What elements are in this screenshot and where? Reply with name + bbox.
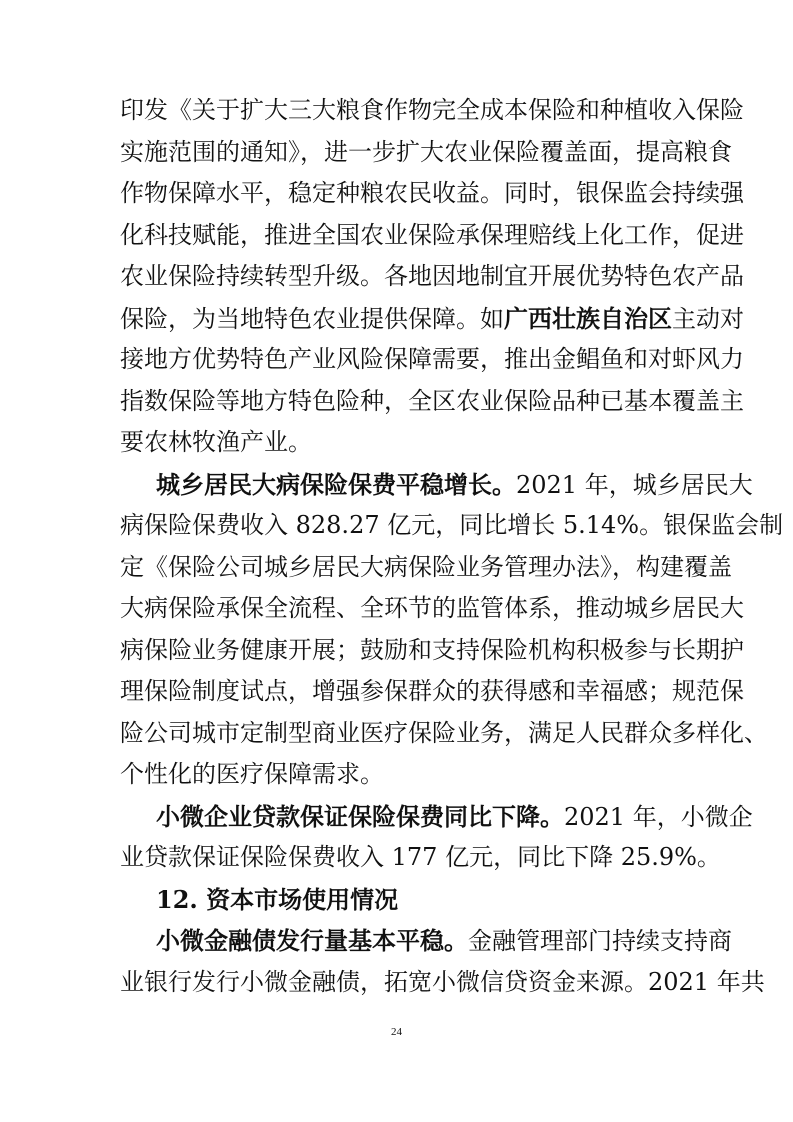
text-line [120,422,676,464]
text: 2021 年，城乡居民大 [516,470,753,499]
bold-text: 12. 资本市场使用情况 [156,884,399,914]
text-line [120,962,765,1004]
text: 指数保险等地方特色险种，全区农业保险品种已基本覆盖主 [120,386,744,415]
paragraph [120,920,765,1003]
text: 业贷款保证保险保费收入 177 亿元，同比下降 25.9%。 [120,843,721,871]
text-line [120,215,744,257]
bold-text: 小微企业贷款保证保险保费同比下降。 [156,801,564,831]
text-line [120,132,732,174]
text: 2021 年，小微企 [564,802,753,831]
bold-text: 小微金融债发行量基本平稳。 [156,926,468,955]
text: 个性化的医疗保障需求。 [120,760,384,788]
text-line [120,339,744,381]
text-line [120,879,676,921]
text: 作物保障水平，稳定种粮农民收益。同时，银保监会持续强 [120,179,744,207]
text-line [120,256,744,298]
text: 大病保险承保全流程、全环节的监管体系，推动城乡居民大 [120,594,744,622]
text-line [120,796,753,838]
text: 实施范围的通知》，进一步扩大农业保险覆盖面，提高粮食 [120,137,732,166]
text: 金融管理部门持续支持商 [468,927,732,955]
text: 农业保险持续转型升级。各地因地制宜开展优势特色农产品 [120,262,744,290]
text-line [120,671,744,713]
paragraph [120,879,676,921]
text: 病保险业务健康开展；鼓励和支持保险机构积极参与长期护 [120,635,744,664]
text-line [120,754,676,796]
text-line [120,547,732,589]
text: 病保险保费收入 828.27 亿元，同比增长 5.14%。银保监会制 [120,511,784,539]
text: 印发《关于扩大三大粮食作物完全成本保险和种植收入保险 [120,96,744,124]
text-line [120,173,744,215]
text: 化科技赋能，推进全国农业保险承保理赔线上化工作，促进 [120,220,744,249]
text-line [120,381,744,423]
text-line [120,588,744,630]
text-line [120,630,744,672]
text: 保险，为当地特色农业提供保障。如 [120,304,504,333]
text-line [120,298,744,340]
text-line [120,505,784,547]
paragraph [120,90,744,464]
paragraph [120,796,753,879]
bold-text: 广西壮族自治区 [504,303,672,333]
document-body [120,90,784,1003]
paragraph [120,464,784,796]
text: 理保险制度试点，增强参保群众的获得感和幸福感；规范保 [120,677,744,705]
text: 主动对 [672,304,744,333]
text-line [120,90,744,132]
text: 接地方优势特色产业风险保障需要，推出金鲳鱼和对虾风力 [120,345,744,373]
text-line [120,464,753,506]
text: 定《保险公司城乡居民大病保险业务管理办法》，构建覆盖 [120,552,732,581]
bold-text: 城乡居民大病保险保费平稳增长。 [156,469,516,499]
text: 险公司城市定制型商业医疗保险业务，满足人民群众多样化、 [120,718,768,747]
text: 要农林牧渔产业。 [120,428,312,456]
text: 业银行发行小微金融债，拓宽小微信贷资金来源。2021 年共 [120,967,765,996]
text-line [120,837,721,879]
text-line [120,920,732,962]
text-line [120,713,768,755]
page-number: 24 [391,1026,402,1038]
